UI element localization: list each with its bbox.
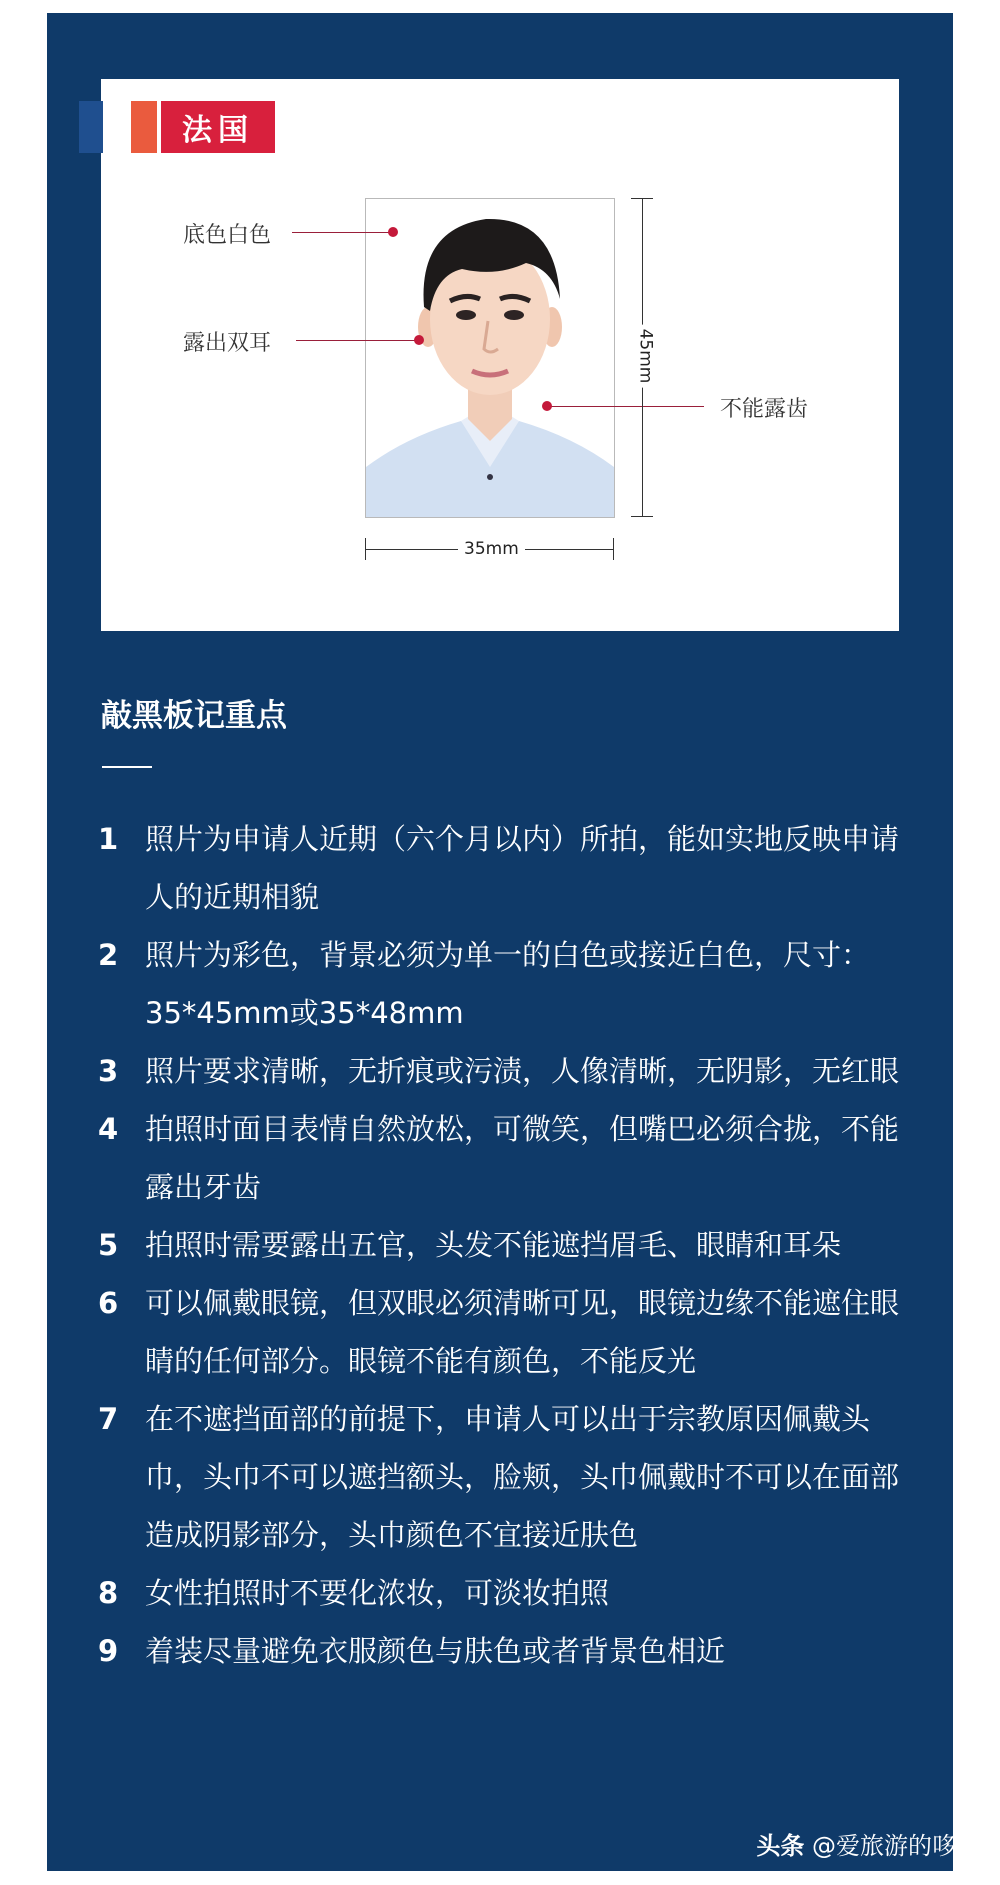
annotation-background: 底色白色 [183,223,272,248]
list-item [98,1390,904,1564]
list-item [98,1216,904,1274]
item-number: 4 [98,1112,119,1146]
marker-dot-background [388,227,398,237]
list-item [98,926,904,1042]
item-text: 拍照时需要露出五官，头发不能遮挡眉毛、眼睛和耳朵 [145,1228,842,1262]
section-heading: 敲黑板记重点 [101,698,287,734]
annotation-ears: 露出双耳 [183,331,272,356]
flag-stripe-white [103,101,131,153]
leader-line-ears [296,340,418,341]
flag-stripe-blue [79,101,103,153]
heading-underline [102,766,152,768]
list-item [98,1100,904,1216]
item-text: 着装尽量避免衣服颜色与肤色或者背景色相近 [145,1634,726,1668]
list-item [98,1042,904,1100]
item-number: 5 [98,1228,119,1262]
item-number: 3 [98,1054,119,1088]
author-watermark [756,1826,980,1861]
item-text: 拍照时面目表情自然放松，可微笑，但嘴巴必须合拢，不能露出牙齿 [145,1112,900,1204]
leader-line-teeth [548,406,704,407]
item-text: 在不遮挡面部的前提下，申请人可以出于宗教原因佩戴头巾，头巾不可以遮挡额头，脸颊，头巾佩戴时不可以在面部造成阴影部分，头巾颜色不宜接近肤色 [145,1402,900,1552]
list-item [98,1274,904,1390]
marker-dot-ears [414,335,424,345]
list-item [98,1564,904,1622]
france-flag-badge [79,101,275,153]
item-text: 照片为彩色，背景必须为单一的白色或接近白色，尺寸：35*45mm或35*48mm [145,938,871,1030]
item-text: 照片要求清晰，无折痕或污渍，人像清晰，无阴影，无红眼 [145,1054,900,1088]
item-number: 1 [98,822,119,856]
item-text: 可以佩戴眼镜，但双眼必须清晰可见，眼镜边缘不能遮住眼睛的任何部分。眼镜不能有颜色，不能反光 [145,1286,900,1378]
country-label: 法国 [161,101,275,153]
item-number: 6 [98,1286,119,1320]
marker-dot-teeth [542,401,552,411]
list-item [98,810,904,926]
height-dimension-label: 45mm [635,325,655,388]
watermark-brand: 头条 [756,1832,805,1860]
item-text: 女性拍照时不要化浓妆，可淡妆拍照 [145,1576,610,1610]
height-dimension-bottom-tick [631,516,653,517]
list-item [98,1622,904,1680]
sample-portrait [365,198,615,518]
leader-line-background [292,232,392,233]
width-dimension-label: 35mm [458,539,525,559]
requirements-list [98,810,904,1680]
item-text: 照片为申请人近期（六个月以内）所拍，能如实地反映申请人的近期相貌 [145,822,900,914]
annotation-teeth: 不能露齿 [720,397,809,422]
watermark-handle: @爱旅游的哆啦 [812,1832,980,1860]
portrait-illustration [366,199,614,517]
item-number: 2 [98,938,119,972]
item-number: 7 [98,1402,119,1436]
item-number: 9 [98,1634,119,1668]
item-number: 8 [98,1576,119,1610]
flag-stripe-red [131,101,157,153]
